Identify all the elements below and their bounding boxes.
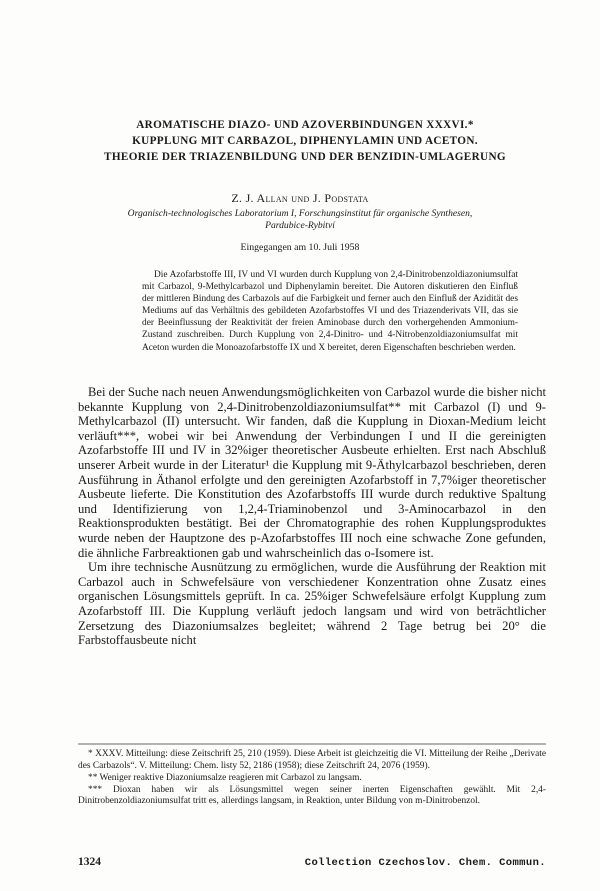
journal-name: Collection Czechoslov. Chem. Commun. <box>304 857 546 869</box>
body-paragraph-1: Bei der Suche nach neuen Anwendungsmöglichkeiten von Carbazol wurde die bisher nicht bekannte Kupplung von 2,4-Dinitrobenzoldiazoniumsulfat** mit Carbazol (I) und 9-Methylcarbazol (II) untersucht. Wir fanden, daß die Kupplung in Dioxan-Medium leicht verläuft***, wobei wir bei Anwendung der Verbindungen I und II die gereinigten Azofarbstoffe III und IV in 32%iger theoretischer Ausbeute erhielten. Erst nach Abschluß unserer Arbeit wurde in der Literatur¹ die Kupplung mit 9-Äthylcarbazol beschrieben, deren Ausführung in Äthanol erfolgte und den gereinigten Azofarbstoff in 7,7%iger theoretischer Ausbeute lieferte. Die Konstitution des Azofarbstoffs III wurde durch reduktive Spaltung und Identifizierung von 1,2,4-Triaminobenzol und 3-Aminocarbazol in den Reaktionsprodukten bestätigt. Bei der Chromatographie des rohen Kupplungsproduktes wurde neben der Hauptzone des p-Azofarbstoffes III noch eine schwache Zone gefunden, die ähnliche Farbreaktionen gab und wahrscheinlich das o-Isomere ist. <box>78 385 546 560</box>
title-line-1: AROMATISCHE DIAZO- UND AZOVERBINDUNGEN XXXVI.* <box>136 119 474 131</box>
affiliation-line-1: Organisch-technologisches Laboratorium I, Forschungsinstitut für organische Synthesen, <box>127 208 473 219</box>
footnote-3: *** Dioxan haben wir als Lösungsmittel wegen seiner inerten Eigenschaften gewählt. Mit 2,4-Dinitrobenzoldiazoniumsulfat tritt es, allerdings langsam, in Reaktion, unter Bildung von m-Dinitrobenzol. <box>78 784 546 807</box>
title-line-3: THEORIE DER TRIAZENBILDUNG UND DER BENZIDIN-UMLAGERUNG <box>104 151 506 163</box>
footnote-2: ** Weniger reaktive Diazoniumsalze reagieren mit Carbazol zu langsam. <box>88 772 362 783</box>
affiliation-line-2: Pardubice-Rybitví <box>265 220 335 231</box>
page-number: 1324 <box>78 856 101 868</box>
abstract <box>142 269 518 354</box>
abstract-text: Die Azofarbstoffe III, IV und VI wurden durch Kupplung von 2,4-Dinitrobenzoldiazoniumsulfat mit Carbazol, 9-Methylcarbazol und Diphenylamin bereitet. Die Autoren diskutieren den Einfluß der mittleren Bindung des Carbazols auf die Farbigkeit und ferner auch den Einfluß der Azidität des Mediums auf das Verhältnis des gebildeten Azofarbstoffes VI und des Triazenderivats VII, das sie der Beeinflussung der Reaktivität der freien Aminobase durch den vorhergehenden Ammonium-Zustand zuschreiben. Durch Kupplung von 2,4-Dinitro- und 4-Nitrobenzoldiazoniumsulfat mit Aceton wurden die Monoazofarbstoffe IX und X bereitet, deren Eigenschaften beschrieben werden. <box>142 270 518 353</box>
title-line-2: KUPPLUNG MIT CARBAZOL, DIPHENYLAMIN UND ACETON. <box>132 135 478 147</box>
footnote-1: * XXXV. Mitteilung: diese Zeitschrift 25, 210 (1959). Diese Arbeit ist gleichzeitig die VI. Mitteilung der Reihe „Derivate des Carbazols“. V. Mitteilung: Chem. listy 52, 2186 (1958); diese Zeitschrift 24, 2076 (1959). <box>78 749 546 771</box>
body-text <box>78 385 546 648</box>
authors: Z. J. Allan und J. Podstata <box>231 191 369 205</box>
footnotes <box>78 749 546 808</box>
body-paragraph-2: Um ihre technische Ausnützung zu ermöglichen, wurde die Ausführung der Reaktion mit Carbazol auch in Schwefelsäure von verschiedener Konzentration ohne Zusatz eines organischen Lösungsmittels geprüft. In ca. 25%iger Schwefelsäure erfolgt Kupplung zum Azofarbstoff III. Die Kupplung verläuft jedoch langsam und wird von beträchtlicher Zersetzung des Diazoniumsalzes begleitet; während 2 Tage betrug bei 20° die Farbstoffausbeute nicht <box>78 560 546 648</box>
footnote-rule <box>78 743 546 745</box>
article-title <box>70 117 540 165</box>
affiliation <box>90 208 510 232</box>
received-date: Eingegangen am 10. Juli 1958 <box>240 242 360 253</box>
